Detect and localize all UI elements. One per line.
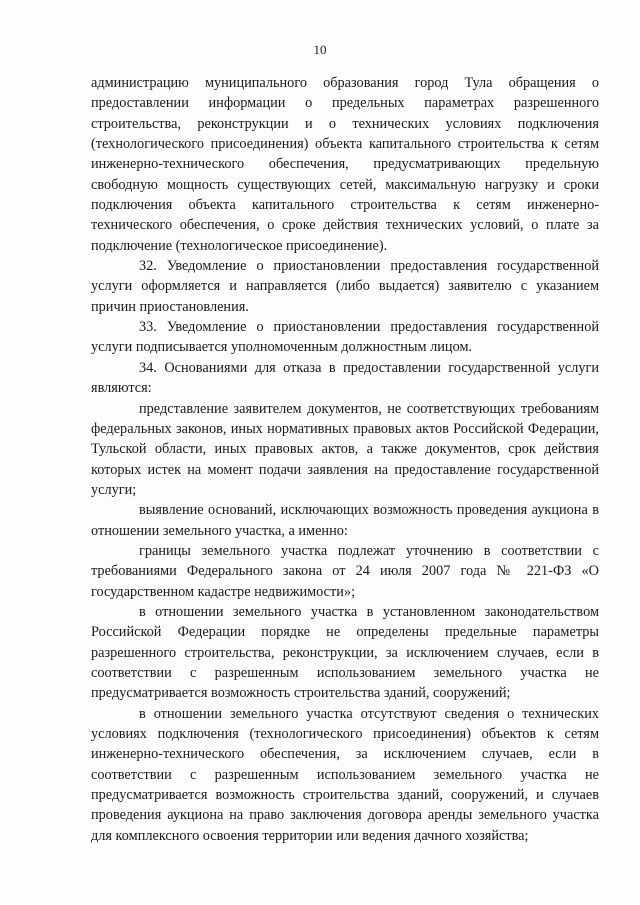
- refusal-ground-technical-conditions: в отношении земельного участка отсутствуют сведения о технических условиях подключения (технологического присоединения) объектов к сетям инженерно-технического обеспечения, за исключением случаев, если в соответствии с разрешенным использованием земельного участка не предусматривается возможность строительства зданий, сооружений, и случаев проведения аукциона на право заключения договора аренды земельного участка для комплексного освоения территории или ведения дачного хозяйства;: [91, 705, 599, 844]
- paragraph-32: 32. Уведомление о приостановлении предоставления государственной услуги оформляется и направляется (либо выдается) заявителю с указанием причин приостановления.: [91, 258, 599, 315]
- paragraph-33: 33. Уведомление о приостановлении предоставления государственной услуги подписывается уполномоченным должностным лицом.: [91, 319, 599, 356]
- paragraph-34: 34. Основаниями для отказа в предоставлении государственной услуги являются:: [91, 359, 599, 397]
- document-body: [91, 73, 599, 846]
- paragraph-continuation: администрацию муниципального образования город Тула обращения о предоставлении информации о предельных параметрах разрешенного строительства, реконструкции и о технических условиях подключения (технологического присоединения) объекта капитального строительства к сетям инженерно-технического обеспечения, предусматривающих предельную свободную мощность существующих сетей, максимальную нагрузку и сроки подключения объекта капитального строительства к сетям инженерно-технического обеспечения, о сроке действия технических условий, о плате за подключение (технологическое присоединение).: [91, 75, 599, 254]
- refusal-ground-documents: представление заявителем документов, не соответствующих требованиям федеральных законов, иных нормативных правовых актов Российской Федерации, Тульской области, иных правовых актов, а также документов, срок действия которых истек на момент подачи заявления на предоставление государственной услуги;: [91, 400, 599, 498]
- page-number: 10: [313, 42, 327, 57]
- refusal-ground-auction: выявление оснований, исключающих возможность проведения аукциона в отношении земельного участка, а именно:: [91, 502, 599, 539]
- refusal-ground-boundaries: границы земельного участка подлежат уточнению в соответствии с требованиями Федерального закона от 24 июля 2007 года № 221-ФЗ «О государственном кадастре недвижимости»;: [91, 542, 599, 600]
- refusal-ground-parameters: в отношении земельного участка в установленном законодательством Российской Федерации порядке не определены предельные параметры разрешенного строительства, реконструкции, за исключением случаев, если в соответствии с разрешенным использованием земельного участка не предусматривается возможность строительства зданий, сооружений;: [91, 603, 599, 702]
